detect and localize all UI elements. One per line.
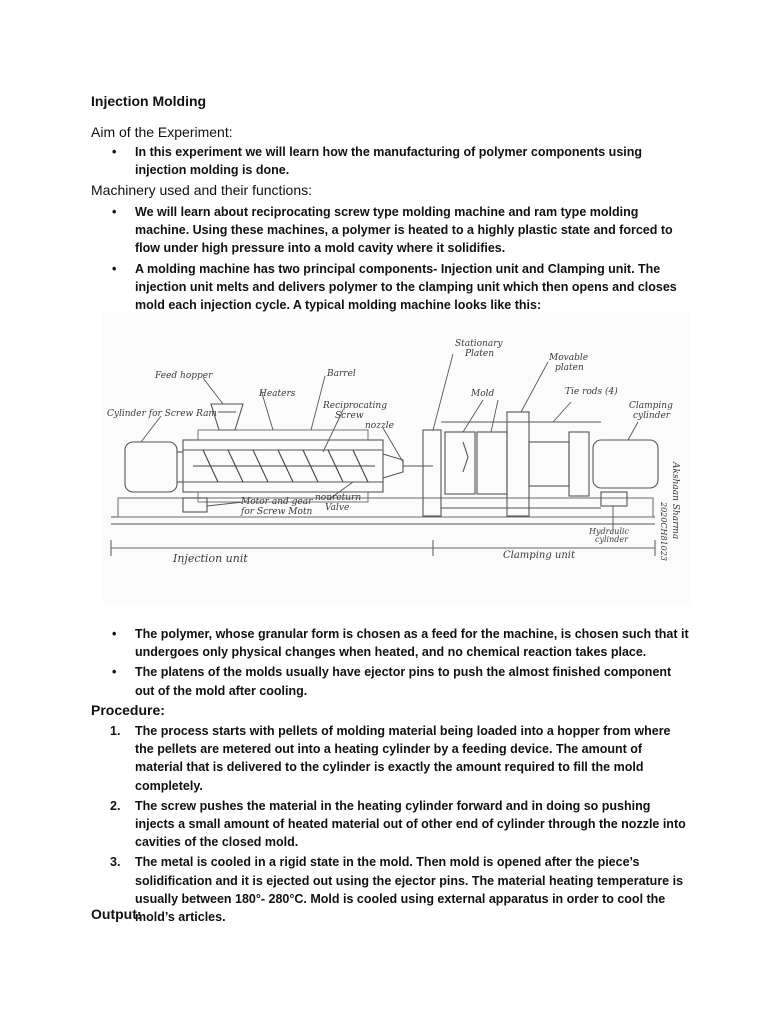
label-nozzle: nozzle (365, 421, 394, 431)
list-item (91, 663, 691, 699)
label-hydraulic-line2: cylinder (595, 535, 628, 544)
step-number: 2. (110, 798, 121, 813)
bullet-marker: • (112, 627, 117, 641)
label-motor-line1: Motor and gear (241, 497, 313, 507)
label-stationary-line2: Platen (465, 349, 495, 359)
label-stationary-line1: Stationary (455, 339, 503, 349)
label-reciprocating-screw-line2: Screw (335, 411, 364, 421)
bullet-marker: • (112, 145, 117, 159)
label-nonreturn-line1: nonreturn (315, 493, 362, 503)
label-nonreturn-line2: Valve (325, 503, 350, 513)
label-motor-line2: for Screw Motn (241, 507, 313, 517)
output-heading: Output: (91, 906, 142, 922)
step-number: 3. (110, 855, 121, 870)
label-movable-line1: Movable (549, 353, 589, 363)
roll-number: 2020CH81023 (659, 502, 668, 561)
procedure-heading: Procedure: (91, 702, 165, 718)
bullet-marker: • (112, 261, 117, 276)
label-clamping-cylinder-line1: Clamping (629, 401, 673, 411)
list-item (91, 203, 691, 258)
document-title: Injection Molding (91, 93, 207, 109)
step-text: The process starts with pellets of molding material being loaded into a hopper from where the pellets are metered out into a heating cylinder by a feeding device. The amount of material that is delivered to the cylinder is exactly the amount required to fill the mold completely. (135, 724, 671, 793)
label-cylinder-screw-ram: Cylinder for Screw Ram (107, 409, 217, 419)
label-hydraulic-line1: Hydraulic (589, 527, 629, 536)
label-barrel: Barrel (327, 369, 356, 379)
step-text: The screw pushes the material in the heating cylinder forward and in doing so pushing injects a small amount of heated material out of other end of cylinder through the nozzle into cavities of the closed mold. (135, 798, 686, 850)
label-movable-line2: platen (555, 363, 584, 373)
list-item-text: The polymer, whose granular form is chosen as a feed for the machine, is chosen such that it undergoes only physical changes when heated, and no chemical reaction takes place. (135, 627, 689, 660)
label-injection-unit: Injection unit (173, 552, 248, 565)
list-item-text: The platens of the molds usually have ejector pins to push the almost finished component out of the mold after cooling. (135, 665, 672, 698)
list-item-text: In this experiment we will learn how the manufacturing of polymer components using injection molding is done. (135, 145, 643, 178)
bullet-marker: • (112, 665, 117, 680)
procedure-step (91, 797, 691, 852)
step-number: 1. (110, 724, 121, 738)
bullet-marker: • (112, 205, 117, 219)
notes-list (91, 625, 691, 702)
step-text: The metal is cooled in a rigid state in the mold. Then mold is opened after the piece’s solidification and it is ejected out using the ejector pins. The material heating temperature is usually between 180°- 280°C. Mold is cooled using external apparatus in order to cool the mold’s articles. (135, 855, 684, 925)
list-item-text: We will learn about reciprocating screw type molding machine and ram type molding machine. Using these machines, a polymer is heated to a highly plastic state and forced to flow under high pressure into a mold cavity where it solidifies. (135, 205, 673, 256)
aim-heading: Aim of the Experiment: (91, 124, 233, 140)
list-item (91, 260, 691, 315)
label-clamping-unit: Clamping unit (503, 550, 576, 561)
label-clamping-cylinder-line2: cylinder (633, 411, 671, 421)
list-item (91, 625, 691, 661)
molding-machine-sketch (103, 312, 690, 604)
list-item-text: A molding machine has two principal components- Injection unit and Clamping unit. The injection unit melts and delivers polymer to the clamping unit which then opens and closes mold each injection cycle. A typical molding machine looks like this: (135, 261, 677, 313)
label-feed-hopper: Feed hopper (155, 371, 213, 381)
label-reciprocating-screw-line1: Reciprocating (323, 401, 387, 411)
list-item (91, 143, 691, 179)
procedure-step (91, 853, 691, 926)
label-tie-rods: Tie rods (4) (565, 387, 618, 397)
machinery-heading: Machinery used and their functions: (91, 182, 313, 198)
label-mold: Mold (471, 389, 495, 399)
machinery-list (91, 203, 691, 316)
author-signature: Akshaan Sharma (670, 462, 680, 540)
label-heaters: Heaters (259, 389, 296, 399)
procedure-list (91, 722, 691, 928)
aim-list (91, 143, 691, 181)
procedure-step (91, 722, 691, 795)
